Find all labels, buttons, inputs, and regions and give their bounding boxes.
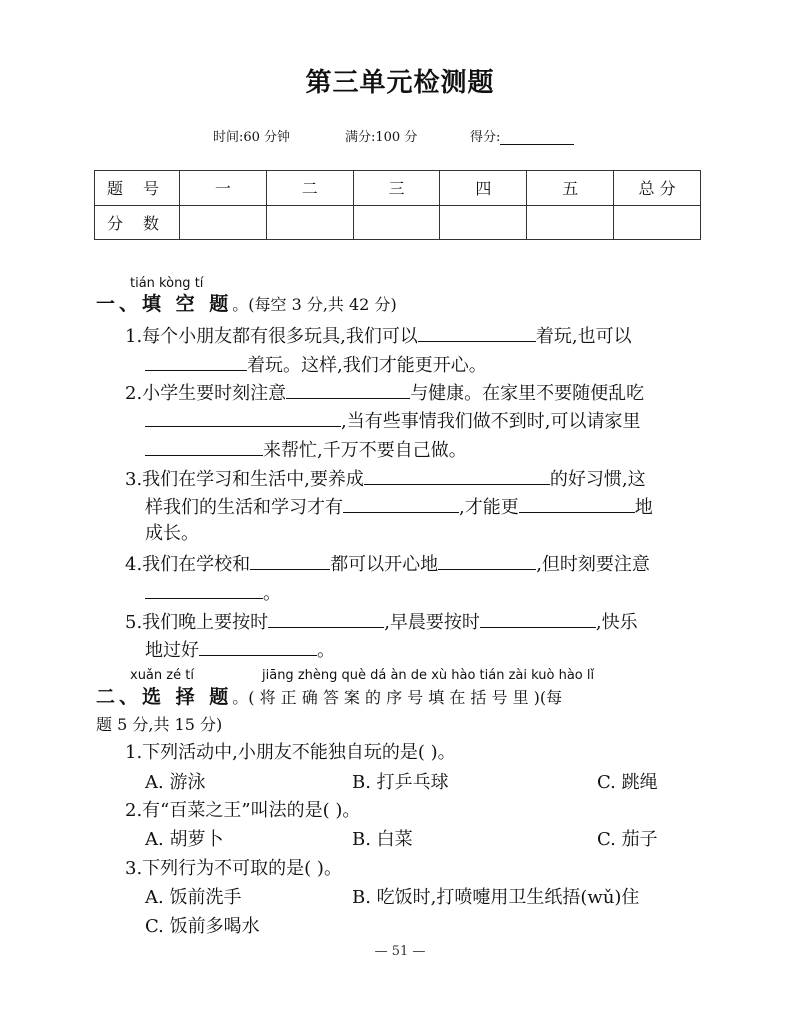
score-field	[470, 126, 574, 145]
q3-text-f: 成长。	[145, 523, 199, 544]
q3-text-b: 的好习惯,这	[549, 469, 646, 490]
score-cell[interactable]	[440, 205, 527, 240]
answer-blank[interactable]	[145, 408, 341, 427]
section1-note: 。(每空 3 分,共 42 分)	[232, 295, 397, 314]
section2-note: 。( 将 正 确 答 案 的 序 号 填 在 括 号 里 )(每	[232, 688, 563, 707]
score-cell-total[interactable]	[614, 205, 701, 240]
score-table	[94, 170, 701, 240]
answer-blank[interactable]	[145, 580, 263, 599]
q3-text-e: 地	[634, 497, 653, 518]
q1-text-a: 1.每个小朋友都有很多玩具,我们可以	[125, 326, 418, 347]
answer-blank[interactable]	[519, 494, 635, 513]
answer-blank[interactable]	[480, 609, 596, 628]
mc1-option-a[interactable]: A. 游泳	[145, 772, 206, 793]
full-score: 满分:100 分	[345, 130, 418, 145]
q1-text-c: 着玩。这样,我们才能更开心。	[247, 355, 487, 376]
mc3-option-b[interactable]: B. 吃饭时,打喷嚏用卫生纸捂(wǔ)住	[352, 887, 640, 908]
col-header-1: 一	[180, 171, 267, 206]
q2-line2	[145, 408, 640, 434]
mc2-option-c[interactable]: C. 茄子	[597, 829, 658, 850]
q3-line2	[145, 494, 653, 520]
answer-blank[interactable]	[145, 437, 263, 456]
answer-blank[interactable]	[145, 352, 247, 371]
answer-blank[interactable]	[286, 380, 410, 399]
section1-heading	[96, 292, 397, 317]
q1-line1	[125, 323, 632, 349]
answer-blank[interactable]	[250, 551, 330, 570]
q4-text-d: 。	[263, 583, 281, 604]
q2-line3	[145, 437, 467, 463]
section1-pinyin: tián kòng tí	[130, 276, 204, 291]
col-header-3: 三	[353, 171, 440, 206]
q1-line2	[145, 352, 487, 378]
mc3-option-c[interactable]: C. 饭前多喝水	[145, 916, 260, 937]
row-label-score: 分数	[95, 205, 180, 240]
q4-line1	[125, 551, 650, 577]
q5-text-a: 5.我们晚上要按时	[125, 612, 269, 633]
score-cell[interactable]	[353, 205, 440, 240]
q4-text-c: ,但时刻要注意	[536, 554, 650, 575]
answer-blank[interactable]	[199, 637, 317, 656]
q3-line1	[125, 466, 646, 492]
score-cell[interactable]	[527, 205, 614, 240]
mc-question-1: 1.下列活动中,小朋友不能独自玩的是( )。	[125, 742, 456, 763]
q1-text-b: 着玩,也可以	[535, 326, 632, 347]
q5-text-c: ,快乐	[595, 612, 638, 633]
q3-text-c: 样我们的生活和学习才有	[145, 497, 343, 518]
q3-text-d: ,才能更	[459, 497, 519, 518]
score-cell[interactable]	[266, 205, 353, 240]
q5-text-e: 。	[317, 640, 335, 661]
q3-line3	[145, 522, 199, 546]
col-header-total: 总 分	[614, 171, 701, 206]
section2-note-pinyin: jiāng zhèng què dá àn de xù hào tián zài kuò hào lǐ	[262, 668, 595, 683]
answer-blank[interactable]	[268, 609, 384, 628]
mc1-option-c[interactable]: C. 跳绳	[597, 772, 658, 793]
section1-title: 一、填 空 题	[96, 293, 233, 315]
section2-note-line2: 题 5 分,共 15 分)	[96, 715, 223, 734]
score-blank[interactable]	[500, 130, 574, 145]
row-label-question-number: 题号	[95, 171, 180, 206]
mc3-option-a[interactable]: A. 饭前洗手	[145, 887, 242, 908]
answer-blank[interactable]	[438, 551, 536, 570]
section2-title: 二、选 择 题	[96, 686, 233, 708]
answer-blank[interactable]	[364, 466, 550, 485]
q2-line1	[125, 380, 644, 406]
section2-heading	[96, 685, 562, 710]
q3-text-a: 3.我们在学习和生活中,要养成	[125, 469, 364, 490]
mc1-option-b[interactable]: B. 打乒乓球	[352, 772, 449, 793]
page-number: — 51 —	[374, 944, 426, 959]
q5-text-d: 地过好	[145, 640, 199, 661]
q4-text-b: 都可以开心地	[330, 554, 439, 575]
time-limit: 时间:60 分钟	[213, 130, 291, 145]
q4-text-a: 4.我们在学校和	[125, 554, 251, 575]
page-title: 第三单元检测题	[305, 68, 495, 98]
q5-line1	[125, 609, 638, 635]
q5-line2	[145, 637, 335, 663]
score-cell[interactable]	[180, 205, 267, 240]
q2-text-c: ,当有些事情我们做不到时,可以请家里	[341, 411, 641, 432]
col-header-5: 五	[527, 171, 614, 206]
answer-blank[interactable]	[418, 323, 536, 342]
mc-question-3: 3.下列行为不可取的是( )。	[125, 858, 342, 879]
q2-text-d: 来帮忙,千万不要自己做。	[263, 440, 467, 461]
q2-text-a: 2.小学生要时刻注意	[125, 383, 287, 404]
mc2-option-b[interactable]: B. 白菜	[352, 829, 413, 850]
col-header-4: 四	[440, 171, 527, 206]
mc-question-2: 2.有“百菜之王”叫法的是( )。	[125, 800, 361, 821]
col-header-2: 二	[266, 171, 353, 206]
q2-text-b: 与健康。在家里不要随便乱吃	[410, 383, 645, 404]
q4-line2	[145, 580, 281, 606]
section2-pinyin: xuǎn zé tí	[130, 668, 194, 683]
score-label: 得分:	[470, 130, 501, 145]
answer-blank[interactable]	[343, 494, 459, 513]
mc2-option-a[interactable]: A. 胡萝卜	[145, 829, 224, 850]
q5-text-b: ,早晨要按时	[384, 612, 480, 633]
